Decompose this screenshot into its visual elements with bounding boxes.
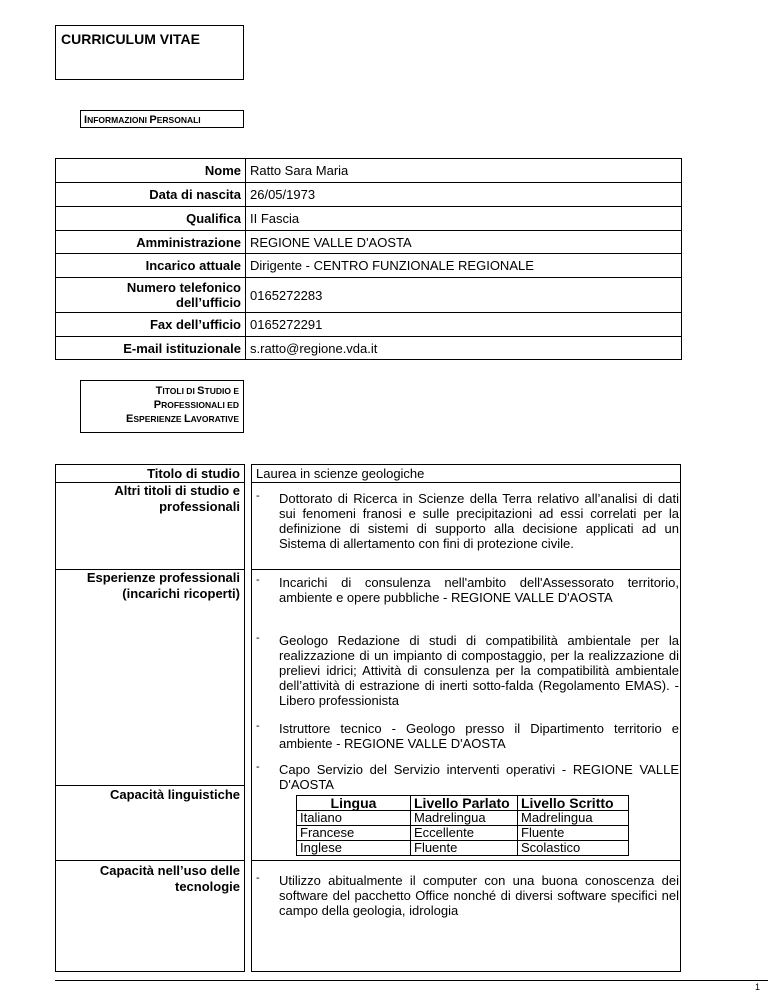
lang-header: Lingua (297, 796, 411, 811)
label-tecnologie-2: tecnologie (174, 879, 240, 894)
tecnologie-item: Utilizzo abitualmente il computer con una buona conoscenza dei software del pacchetto Office nonché di diversi software specifici nel campo della geologia, idrologia (279, 873, 679, 918)
esperienza-item: Geologo Redazione di studi di compatibilità ambientale per la realizzazione di un impianto di compostaggio, per la realizzazione di prelievi idrici; Attività di consulenza per la compatibilità ambientale dell’attività di estrazione di inerti sotto-falda (Regolamento EMAS). - Libero professionista (279, 633, 679, 708)
table-row (297, 826, 629, 841)
info-row-nome (56, 159, 682, 183)
label-altri-titoli-1: Altri titoli di studio e (114, 483, 240, 498)
lang-cell: Italiano (297, 811, 411, 826)
info-row-fax (56, 313, 682, 337)
table-row (297, 796, 629, 811)
info-row-amministrazione (56, 231, 682, 254)
label-esperienze-2: (incarichi ricoperti) (122, 586, 240, 601)
lang-cell: Inglese (297, 841, 411, 856)
education-values-column: Laurea in scienze geologiche - Dottorato di Ricerca in Scienze della Terra relativo all’analisi di dati sui fenomeni franosi e sulle precipitazioni ad essi correlati per la definizione di sistemi di supporto alla decisione applicati ad un Sistema di allertamento con fini di protezione civile. - Incarichi di consulenza nell'ambito dell'Assessorato territorio, ambiente e opere pubbliche - REGIONE VALLE D'AOSTA - Geologo Redazione di studi di compatibilità ambientale per la realizzazione di un impianto di compostaggio, per la realizzazione di prelievi idrici; Attività di consulenza per la compatibilità ambientale dell’attività di estrazione di inerti sotto-falda (Regolamento EMAS). - Libero professionista - Istruttore tecnico - Geologo presso il Dipartimento territorio e ambiente - REGIONE VALLE D'AOSTA - Capo Servizio del Servizio interventi operativi - REGIONE VALLE D'AOSTA - Utilizzo abitualmente il computer con una buona conoscenza dei software del pacchetto Office nonché di diversi software specifici nel campo della geologia, idrologia (251, 464, 681, 972)
info-value: Ratto Sara Maria (246, 159, 682, 183)
info-label: Qualifica (56, 207, 246, 231)
info-label: Data di nascita (56, 183, 246, 207)
info-value: 0165272291 (246, 313, 682, 337)
info-row-qualifica (56, 207, 682, 231)
info-label: Nome (56, 159, 246, 183)
info-row-email (56, 337, 682, 360)
lang-cell: Fluente (518, 826, 629, 841)
education-labels-column (55, 464, 245, 972)
info-value: 26/05/1973 (246, 183, 682, 207)
lang-cell: Madrelingua (411, 811, 518, 826)
footer-rule (55, 980, 768, 981)
lang-cell: Eccellente (411, 826, 518, 841)
lang-cell: Scolastico (518, 841, 629, 856)
lang-cell: Fluente (411, 841, 518, 856)
info-row-telefono (56, 278, 682, 313)
personal-info-table (55, 158, 682, 360)
info-row-nascita (56, 183, 682, 207)
info-label: Fax dell’ufficio (56, 313, 246, 337)
lang-header: Livello Scritto (518, 796, 629, 811)
lang-cell: Francese (297, 826, 411, 841)
esperienza-item: Incarichi di consulenza nell'ambito dell'Assessorato territorio, ambiente e opere pubbliche - REGIONE VALLE D'AOSTA (279, 575, 679, 605)
esperienza-item: Capo Servizio del Servizio interventi operativi - REGIONE VALLE D'AOSTA (279, 762, 679, 792)
table-row (297, 811, 629, 826)
info-label: Numero telefonico dell’ufficio (56, 278, 246, 313)
info-value: REGIONE VALLE D'AOSTA (246, 231, 682, 254)
lang-header: Livello Parlato (411, 796, 518, 811)
languages-table (296, 795, 629, 856)
info-label: Amministrazione (56, 231, 246, 254)
label-lingue: Capacità linguistiche (109, 787, 240, 802)
page-number: 1 (754, 982, 760, 992)
altri-titoli-item: Dottorato di Ricerca in Scienze della Terra relativo all’analisi di dati sui fenomeni franosi e sulle precipitazioni ad essi correlati per la definizione di sistemi di supporto alla decisione applicati ad un Sistema di allertamento con fini di protezione civile. (279, 491, 679, 551)
info-value: Dirigente - CENTRO FUNZIONALE REGIONALE (246, 254, 682, 278)
document-title: CURRICULUM VITAE (61, 31, 200, 47)
info-label: Incarico attuale (56, 254, 246, 278)
esperienza-item: Istruttore tecnico - Geologo presso il Dipartimento territorio e ambiente - REGIONE VALLE D'AOSTA (279, 721, 679, 751)
label-titolo-studio: Titolo di studio (147, 466, 240, 481)
info-value: s.ratto@regione.vda.it (246, 337, 682, 360)
section-education-experience: TITOLI DI STUDIO E PROFESSIONALI ED ESPERIENZE LAVORATIVE (80, 380, 244, 433)
table-row (297, 841, 629, 856)
value-titolo-studio: Laurea in scienze geologiche (256, 466, 425, 481)
cv-title-box (55, 25, 244, 80)
label-altri-titoli-2: professionali (159, 499, 240, 514)
info-value: II Fascia (246, 207, 682, 231)
label-tecnologie-1: Capacità nell’uso delle (99, 863, 240, 878)
section-personal-info: INFORMAZIONI PERSONALI (80, 110, 244, 128)
lang-cell: Madrelingua (518, 811, 629, 826)
label-esperienze-1: Esperienze professionali (86, 570, 240, 585)
info-value: 0165272283 (246, 278, 682, 313)
info-row-incarico (56, 254, 682, 278)
info-label: E-mail istituzionale (56, 337, 246, 360)
